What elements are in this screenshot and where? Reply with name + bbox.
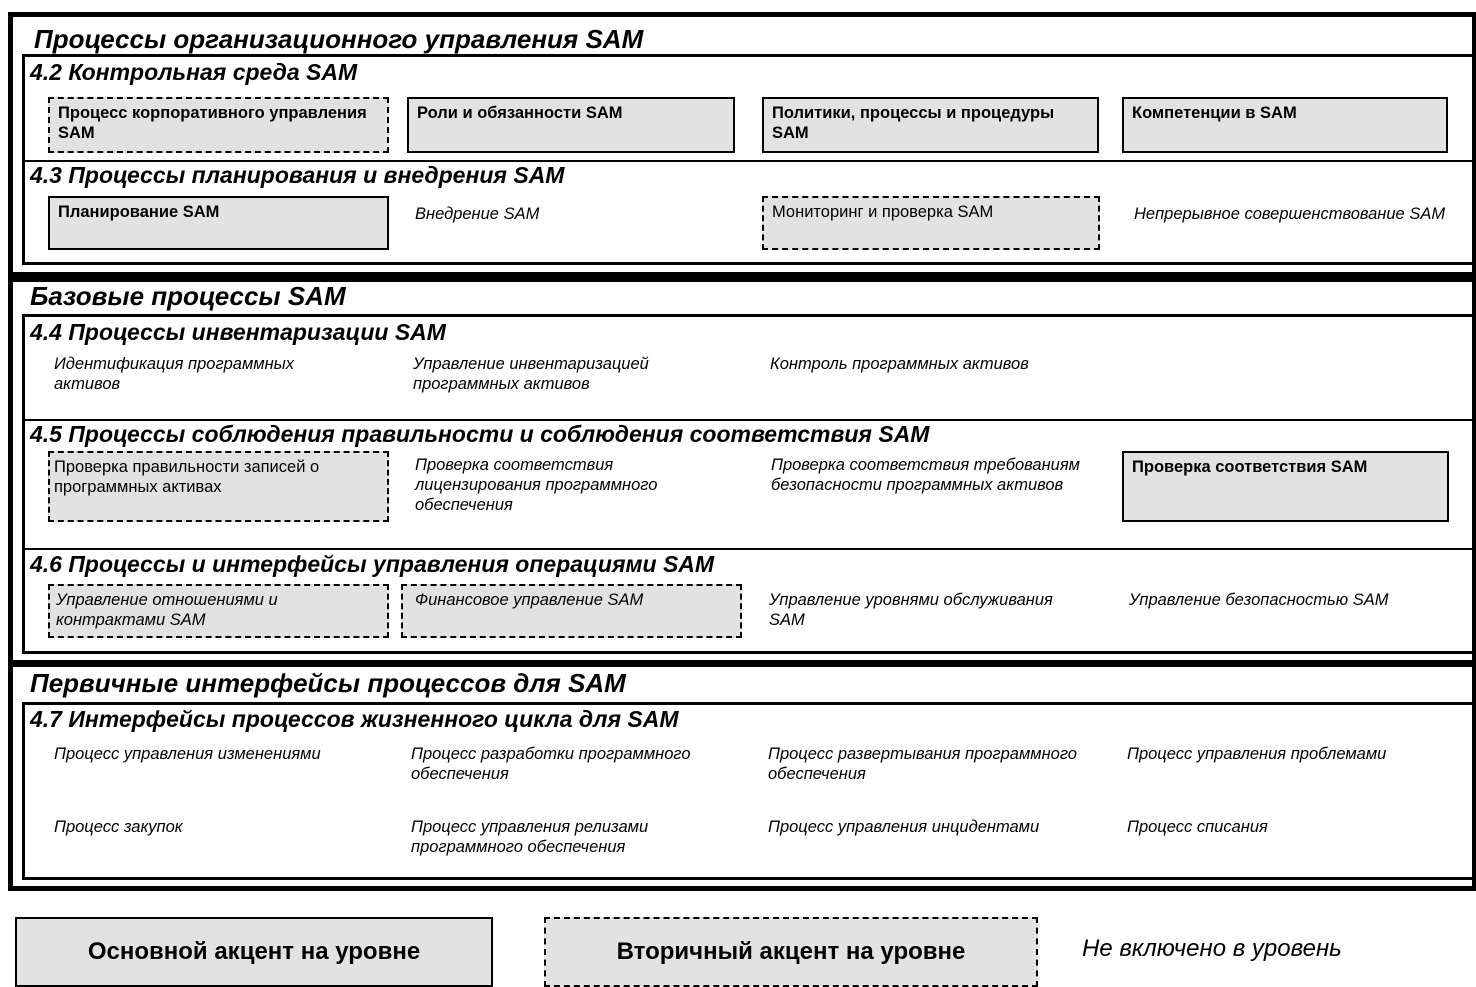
text-release-management: Процесс управления релизами программного обеспечения — [411, 818, 649, 856]
group-4-2-title: 4.2 Контрольная среда SAM — [30, 59, 358, 85]
box-corporate-governance: Процесс корпоративного управления SAM — [48, 97, 389, 153]
text-security-management: Управление безопасностью SAM — [1129, 591, 1389, 609]
text-service-levels: Управление уровнями обслуживания SAM — [769, 591, 1053, 629]
text-asset-control: Контроль программных активов — [770, 355, 1029, 373]
section-primary-title: Первичные интерфейсы процессов для SAM — [30, 668, 626, 698]
legend-primary-focus: Основной акцент на уровне — [15, 917, 493, 987]
text-license-compliance: Проверка соответствия лицензирования программного обеспечения — [415, 456, 658, 514]
text-change-management: Процесс управления изменениями — [54, 745, 321, 763]
text-asset-identification: Идентификация программных активов — [54, 355, 295, 393]
text-software-development: Процесс разработки программного обеспечения — [411, 745, 691, 783]
text-incident-management: Процесс управления инцидентами — [768, 818, 1040, 836]
box-monitoring-review: Мониторинг и проверка SAM — [762, 196, 1100, 250]
section-org-title: Процессы организационного управления SAM — [34, 24, 644, 54]
box-roles-responsibilities: Роли и обязанности SAM — [407, 97, 735, 153]
box-record-verification: Проверка правильности записей о программных активах — [48, 451, 389, 522]
text-acquisition: Процесс закупок — [54, 818, 183, 836]
text-problem-management: Процесс управления проблемами — [1127, 745, 1387, 763]
box-financial-management: Финансовое управление SAM — [401, 584, 742, 638]
text-continual-improvement: Непрерывное совершенствование SAM — [1134, 205, 1446, 223]
box-sam-compliance: Проверка соответствия SAM — [1122, 451, 1449, 522]
text-inventory-management: Управление инвентаризацией программных активов — [413, 355, 649, 393]
group-4-7-title: 4.7 Интерфейсы процессов жизненного цикла для SAM — [30, 706, 679, 732]
group-4-5-title: 4.5 Процессы соблюдения правильности и соблюдения соответствия SAM — [30, 421, 930, 447]
text-security-compliance: Проверка соответствия требованиям безопасности программных активов — [771, 456, 1080, 494]
text-software-deployment: Процесс развертывания программного обеспечения — [768, 745, 1077, 783]
box-relationship-contracts: Управление отношениями и контрактами SAM — [48, 584, 389, 638]
group-4-6-title: 4.6 Процессы и интерфейсы управления операциями SAM — [30, 551, 715, 577]
box-planning: Планирование SAM — [48, 196, 389, 250]
section-core-title: Базовые процессы SAM — [30, 281, 346, 311]
text-implementation: Внедрение SAM — [415, 205, 540, 223]
box-competence: Компетенции в SAM — [1122, 97, 1448, 153]
group-4-3-title: 4.3 Процессы планирования и внедрения SAM — [30, 162, 565, 188]
group-4-4-title: 4.4 Процессы инвентаризации SAM — [30, 319, 446, 345]
box-policies-procedures: Политики, процессы и процедуры SAM — [762, 97, 1099, 153]
legend-not-included: Не включено в уровень — [1082, 935, 1342, 962]
divider-4-5-4-6 — [22, 548, 1476, 550]
text-retirement: Процесс списания — [1127, 818, 1268, 836]
legend-secondary-focus: Вторичный акцент на уровне — [544, 917, 1038, 987]
